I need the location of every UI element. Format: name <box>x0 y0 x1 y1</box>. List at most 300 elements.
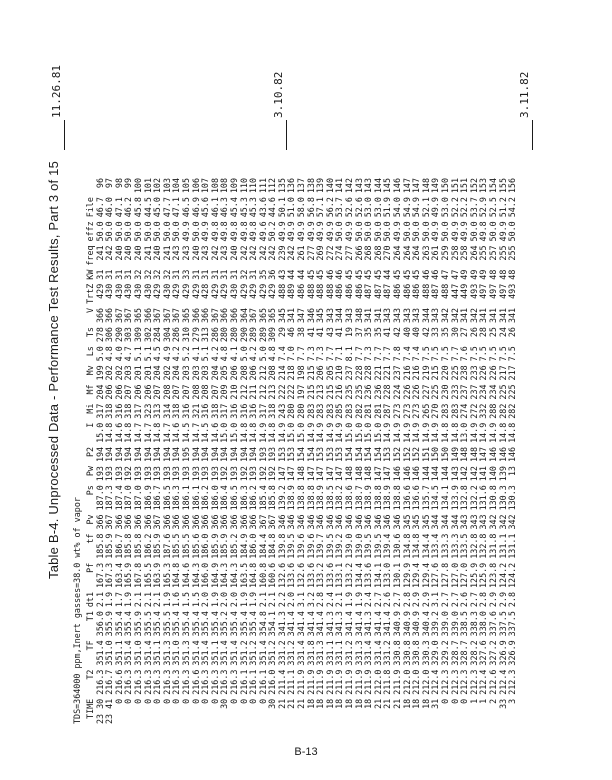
table-cell: 154 <box>296 446 307 463</box>
table-cell: 346 <box>315 514 326 530</box>
table-cell: 228 <box>353 365 364 381</box>
table-cell: 14.9 <box>257 422 268 443</box>
table-cell: 242 <box>209 245 220 261</box>
table-cell: 269 <box>315 245 326 261</box>
table-cell: 133.3 <box>439 533 450 559</box>
table-cell: 226 <box>401 384 412 400</box>
table-cell: 212.4 <box>497 669 508 695</box>
table-cell: 214 <box>276 365 287 381</box>
table-cell: 138.6 <box>344 485 355 511</box>
table-cell: 235 <box>353 384 364 400</box>
table-cell: 125.9 <box>478 562 489 588</box>
table-cell: 220 <box>439 365 450 381</box>
table-cell: 2.2 <box>276 591 287 608</box>
table-cell: 270 <box>382 245 393 261</box>
table-cell: 184.8 <box>267 533 278 559</box>
table-cell: 18 <box>353 698 364 709</box>
table-cell: 45.6 <box>200 197 211 218</box>
table-cell: 346 <box>334 514 345 530</box>
table-cell: 366 <box>219 514 230 530</box>
table-cell: 2.1 <box>334 591 345 608</box>
table-cell: 160.6 <box>267 562 278 588</box>
table-cell: 429 <box>190 283 201 299</box>
table-cell: 429 <box>94 283 105 299</box>
table-cell: 138.8 <box>372 485 383 511</box>
table-cell: 14.9 <box>487 422 498 443</box>
table-cell: 211.9 <box>296 669 307 695</box>
table-cell: 0 <box>190 698 201 704</box>
table-cell: 29 <box>276 327 287 338</box>
table-cell: 341 <box>487 307 498 324</box>
table-cell: 343 <box>430 307 441 324</box>
table-cell: 139 <box>315 177 326 194</box>
table-cell: 215 <box>305 365 316 381</box>
table-cell: 286 <box>171 327 182 343</box>
table-cell: 46 <box>334 269 345 280</box>
table-cell: 138.8 <box>305 485 316 511</box>
table-cell: 430 <box>123 283 134 299</box>
table-cell: 42 <box>392 327 402 338</box>
table-cell: 365 <box>132 307 143 324</box>
table-cell: 50.1 <box>276 197 287 218</box>
table-cell: 46.2 <box>123 197 134 218</box>
table-cell: 354.1 <box>267 611 278 637</box>
table-cell: 341 <box>372 307 383 324</box>
table-cell: 32 <box>161 269 172 280</box>
table-cell: 4.7 <box>123 346 134 362</box>
table-cell: 277 <box>305 245 316 261</box>
table-cell: 152 <box>468 177 479 194</box>
table-cell: 139 <box>497 466 508 482</box>
table-cell: 212 <box>257 384 268 400</box>
table-cell: 367 <box>161 307 172 324</box>
table-cell: 4.0 <box>113 346 124 362</box>
table-cell: 2.9 <box>411 591 422 608</box>
table-cell: 331.4 <box>372 640 383 666</box>
table-cell: 13.0 <box>459 422 470 443</box>
table-cell: 107 <box>200 177 211 194</box>
table-cell: 488 <box>315 283 326 299</box>
table-cell: 192 <box>257 466 268 482</box>
table-cell: 255 <box>497 245 508 261</box>
table-cell: 201 <box>132 365 143 381</box>
table-cell: 342 <box>507 514 518 530</box>
table-cell: 0 <box>132 698 143 704</box>
table-cell: 133.1 <box>334 562 345 588</box>
table-cell: 341.4 <box>372 611 383 637</box>
table-cell: 49 <box>459 269 470 280</box>
table-cell: 272 <box>324 245 335 261</box>
column-header: Ps <box>85 485 95 496</box>
table-cell: 45.3 <box>248 197 259 218</box>
table-cell: 367 <box>123 307 134 324</box>
table-cell: 56.8 <box>305 197 316 218</box>
table-cell: 136.6 <box>411 485 422 511</box>
table-cell: 345 <box>420 514 431 530</box>
table-cell: 340.4 <box>420 611 431 637</box>
table-cell: 347 <box>296 307 307 324</box>
table-cell: 0 <box>449 698 460 704</box>
table-cell: 46 <box>286 327 297 338</box>
table-cell: 15.0 <box>94 422 105 443</box>
table-cell: 35 <box>372 327 383 338</box>
table-cell: 216.3 <box>171 669 182 695</box>
table-cell: 216.3 <box>132 669 143 695</box>
table-cell: 212.0 <box>420 669 431 695</box>
table-cell: 18 <box>411 698 422 709</box>
table-cell: 222 <box>276 384 287 400</box>
table-cell: 330.8 <box>392 640 402 666</box>
table-cell: 211.1 <box>286 669 297 695</box>
table-cell: 430 <box>142 283 153 299</box>
table-cell: 194 <box>200 446 211 463</box>
table-cell: 2.7 <box>372 591 383 608</box>
table-cell: 7.4 <box>276 346 287 362</box>
data-table <box>86 174 518 724</box>
table-cell: 49.8 <box>238 221 249 242</box>
table-cell: 337.6 <box>487 611 498 637</box>
column-header: dt1 <box>85 591 95 608</box>
table-cell: 125.9 <box>468 562 479 588</box>
table-cell: 226 <box>411 384 422 400</box>
table-cell: 233 <box>449 384 460 400</box>
table-cell: 341.3 <box>276 611 287 637</box>
table-cell: 216 <box>401 365 412 381</box>
table-cell: 130.6 <box>392 533 402 559</box>
table-cell: 366 <box>190 514 201 530</box>
table-cell: 41 <box>334 327 345 338</box>
table-cell: 47 <box>449 269 460 280</box>
table-cell: 14.8 <box>248 422 259 443</box>
table-cell: 2.9 <box>487 591 498 608</box>
table-cell: 216.1 <box>238 669 249 695</box>
table-cell: 167.8 <box>132 562 143 588</box>
table-cell: 165.3 <box>161 562 172 588</box>
table-cell: 215 <box>430 365 441 381</box>
table-cell: 242 <box>257 245 268 261</box>
table-cell: 106 <box>190 177 201 194</box>
table-cell: 197 <box>296 384 307 400</box>
table-cell: 2.7 <box>392 591 402 608</box>
table-cell: 449 <box>459 283 470 299</box>
table-cell: 31 <box>104 269 115 280</box>
table-cell: 7.4 <box>411 346 422 362</box>
table-cell: 109 <box>228 177 239 194</box>
table-cell: 207 <box>171 384 182 400</box>
table-cell: 243 <box>171 245 182 261</box>
table-cell: 14.8 <box>238 422 249 443</box>
table-cell: 4.9 <box>161 346 172 362</box>
table-cell: 193 <box>113 466 124 482</box>
table-cell: 216 <box>411 365 422 381</box>
table-cell: 14.9 <box>420 422 431 443</box>
table-cell: 127.6 <box>430 562 441 588</box>
table-cell: 50.0 <box>132 221 143 242</box>
table-cell: 341 <box>478 307 489 324</box>
table-cell: 240 <box>190 245 201 261</box>
table-cell: 31 <box>219 269 230 280</box>
table-cell: 341.4 <box>305 611 316 637</box>
table-cell: 429 <box>219 283 230 299</box>
table-cell: 0 <box>180 698 191 704</box>
table-cell: 199 <box>94 365 105 381</box>
table-cell: 130.8 <box>487 485 498 511</box>
table-cell: 289 <box>248 327 259 343</box>
table-cell: 18 <box>344 698 355 709</box>
table-cell: 2.6 <box>382 591 393 608</box>
table-cell: 133.4 <box>430 533 441 559</box>
table-cell: 14.9 <box>276 422 287 443</box>
table-cell: 140 <box>487 466 498 482</box>
table-cell: 1 <box>468 698 479 704</box>
table-cell: 261 <box>430 245 441 261</box>
table-cell: 33 <box>180 269 191 280</box>
table-cell: 351.4 <box>219 640 230 666</box>
table-cell: 364 <box>238 307 249 324</box>
table-cell: 45.4 <box>228 197 239 218</box>
table-cell: 258 <box>459 245 470 261</box>
table-cell: 49.9 <box>315 221 326 242</box>
table-cell: 139.5 <box>372 533 383 559</box>
table-cell: 240 <box>132 245 143 261</box>
table-cell: 148 <box>296 466 307 482</box>
table-cell: 227 <box>420 384 431 400</box>
table-cell: 345 <box>276 307 287 324</box>
table-cell: 19 <box>344 327 355 338</box>
table-cell: 243 <box>200 245 211 261</box>
table-cell: 33 <box>497 698 508 709</box>
table-cell: 7.1 <box>334 346 345 362</box>
table-cell: 185.4 <box>257 485 268 511</box>
table-cell: 237 <box>392 365 402 381</box>
table-cell: 18 <box>401 698 412 709</box>
table-cell: 21 <box>382 698 393 709</box>
table-cell: 42 <box>420 327 431 338</box>
table-cell: 155 <box>497 177 508 194</box>
table-cell: 272 <box>468 403 479 419</box>
table-cell: 488 <box>276 283 287 299</box>
table-cell: 225 <box>430 384 441 400</box>
table-cell: 207 <box>180 384 191 400</box>
table-cell: 203 <box>123 365 134 381</box>
table-cell: 356.0 <box>94 611 105 637</box>
table-cell: 343 <box>324 307 335 324</box>
table-cell: 268 <box>372 245 383 261</box>
table-cell: 283 <box>449 403 460 419</box>
table-cell: 487 <box>372 283 383 299</box>
table-cell: 147 <box>411 177 422 194</box>
table-cell: 0 <box>248 698 259 704</box>
table-cell: 50.0 <box>507 221 518 242</box>
table-cell: 14.8 <box>449 422 460 443</box>
table-cell: 50.0 <box>334 221 345 242</box>
table-cell: 133.6 <box>324 562 335 588</box>
table-cell: 264 <box>468 245 479 261</box>
table-cell: 151 <box>449 177 460 194</box>
table-cell: 366 <box>219 307 230 324</box>
table-cell: 131.1 <box>507 533 518 559</box>
table-cell: 53.0 <box>439 197 450 218</box>
table-cell: 211.9 <box>305 669 316 695</box>
table-cell: 241 <box>161 245 172 261</box>
table-cell: 342 <box>449 307 460 324</box>
table-cell: 331.2 <box>286 640 297 666</box>
table-cell: 141 <box>478 466 489 482</box>
table-cell: 326.9 <box>507 640 518 666</box>
table-cell: 4.8 <box>104 346 115 362</box>
table-cell: 45.8 <box>132 197 143 218</box>
table-cell: 134.4 <box>420 533 431 559</box>
date-note-3: 3.11.82 <box>518 71 531 118</box>
table-cell: 46 <box>420 269 431 280</box>
table-cell: 154 <box>372 446 383 463</box>
table-cell: 341 <box>286 307 297 324</box>
table-cell: 35 <box>257 269 268 280</box>
table-cell: 204 <box>171 365 182 381</box>
table-cell: 282 <box>497 403 508 419</box>
table-cell: 146 <box>507 446 518 463</box>
table-cell: 18 <box>315 698 326 709</box>
table-cell: 497 <box>478 283 489 299</box>
table-cell: 131.6 <box>478 485 489 511</box>
table-cell: 255 <box>478 245 489 261</box>
table-cell: 49.8 <box>228 221 239 242</box>
table-cell: 50.0 <box>363 221 374 242</box>
table-cell: 224 <box>392 384 402 400</box>
table-cell: 50.0 <box>104 221 115 242</box>
table-cell: 211.9 <box>344 669 355 695</box>
table-cell: 14.5 <box>200 422 211 443</box>
table-cell: 218 <box>286 365 297 381</box>
table-cell: 228 <box>382 384 393 400</box>
table-cell: 355.4 <box>113 611 124 637</box>
table-cell: 110 <box>238 177 249 194</box>
table-cell: 283 <box>305 403 316 419</box>
table-cell: 225 <box>507 384 518 400</box>
table-cell: 5.2 <box>180 346 191 362</box>
table-cell: 486 <box>344 283 355 299</box>
table-cell: 265 <box>420 403 431 419</box>
column-header: File <box>85 197 95 218</box>
table-cell: 341.4 <box>296 611 307 637</box>
table-cell: 18 <box>324 698 335 709</box>
table-cell: 186.0 <box>248 533 259 559</box>
table-cell: 146 <box>401 466 412 482</box>
table-cell: 14.9 <box>468 422 479 443</box>
table-cell: 211.8 <box>382 669 393 695</box>
table-cell: 139.2 <box>276 485 287 511</box>
table-cell: 331.1 <box>324 640 335 666</box>
table-cell: 367 <box>248 307 259 324</box>
table-cell: 137 <box>296 177 307 194</box>
table-cell: 234 <box>487 384 498 400</box>
table-cell: 49.9 <box>449 221 460 242</box>
table-cell: 146 <box>487 446 498 463</box>
table-cell: 318 <box>267 403 278 419</box>
table-cell: 355.4 <box>171 611 182 637</box>
table-cell: 167.3 <box>94 562 105 588</box>
table-cell: 15.0 <box>344 422 355 443</box>
table-cell: 103 <box>161 177 172 194</box>
table-cell: 366 <box>113 514 124 530</box>
table-cell: 153 <box>478 177 489 194</box>
table-cell: 346 <box>276 514 287 530</box>
table-cell: 194 <box>113 446 124 463</box>
table-cell: 136.6 <box>401 485 412 511</box>
table-cell: 316 <box>248 403 259 419</box>
table-cell: 241 <box>142 245 153 261</box>
table-cell: 283 <box>344 403 355 419</box>
column-header: V <box>85 307 95 313</box>
table-cell: 273 <box>411 403 422 419</box>
table-cell: 429 <box>209 283 220 299</box>
table-cell: 316 <box>238 403 249 419</box>
table-cell: 185.9 <box>209 533 220 559</box>
table-cell: 343 <box>478 514 489 530</box>
table-cell: 14.8 <box>507 422 518 443</box>
table-cell: 134.1 <box>372 562 383 588</box>
table-cell: 148 <box>353 466 364 482</box>
table-cell: 49 <box>468 269 479 280</box>
table-cell: 14.9 <box>324 422 335 443</box>
table-cell: 212.3 <box>507 669 518 695</box>
table-cell: 136 <box>286 177 297 194</box>
table-cell: 27 <box>459 327 470 338</box>
table-cell: 4.8 <box>219 346 230 362</box>
table-cell: 144 <box>430 466 441 482</box>
table-cell: 348 <box>353 307 364 324</box>
table-cell: 193 <box>257 446 268 463</box>
table-cell: 185.8 <box>132 533 143 559</box>
table-cell: 194 <box>171 446 182 463</box>
table-cell: 50.0 <box>439 221 450 242</box>
table-cell: 21 <box>286 698 297 709</box>
table-cell: 32 <box>142 269 153 280</box>
table-cell: 274 <box>334 245 345 261</box>
table-cell: 44 <box>286 269 297 280</box>
table-cell: 264 <box>411 245 422 261</box>
table-cell: 226 <box>478 365 489 381</box>
table-cell: 164.8 <box>248 562 259 588</box>
table-cell: 341 <box>507 307 518 324</box>
table-cell: 154 <box>487 177 498 194</box>
table-cell: 132.6 <box>296 562 307 588</box>
table-cell: 306 <box>104 327 115 343</box>
table-cell: 355.4 <box>248 611 259 637</box>
table-cell: 341.4 <box>382 611 393 637</box>
table-cell: 153 <box>315 446 326 463</box>
table-cell: 53.7 <box>334 197 345 218</box>
table-cell: 280 <box>228 327 239 343</box>
table-cell: 45 <box>363 269 374 280</box>
table-cell: 43 <box>324 327 335 338</box>
table-cell: 187.0 <box>94 485 105 511</box>
table-cell: 343 <box>468 514 479 530</box>
table-cell: 154 <box>344 446 355 463</box>
table-cell: 341 <box>459 307 470 324</box>
table-cell: 366 <box>94 514 105 530</box>
table-cell: 143 <box>363 177 374 194</box>
table-cell: 187.0 <box>132 485 143 511</box>
table-cell: 212.4 <box>478 669 489 695</box>
table-cell: 2.9 <box>420 591 431 608</box>
table-cell: 51.2 <box>497 197 508 218</box>
table-cell: 355.5 <box>142 611 153 637</box>
table-cell: 45 <box>401 269 412 280</box>
table-cell: 2.0 <box>286 591 297 608</box>
table-cell: 1.9 <box>238 591 249 608</box>
table-cell: 243 <box>180 245 191 261</box>
